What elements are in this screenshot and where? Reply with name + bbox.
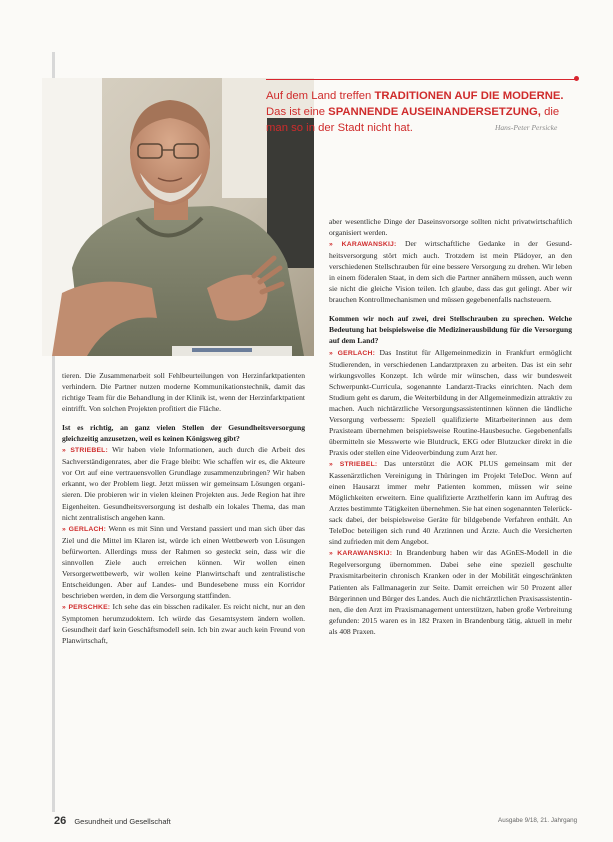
paragraph: » PERSCHKE: Ich sehe das ein bisschen radikaler. Es reicht nicht, nur an den Symptomen herumzudoktern. Ich würde das Gesamtsystem ändern wollen. Gesundheit darf kein Geschäftsmodell sein. Ich bin zwar auch kein Freund von Planwirtschaft, bbox=[62, 601, 305, 646]
paragraph: » GERLACH: Das Institut für Allgemeinmedizin in Frankfurt ermöglicht Studierenden, in verschiedenen Landarztpraxen zu arbeiten. Das ist ein sehr wirkungsvolles Konzept. Ich würde mir wünschen, dass wir bundesweit Schwerpunkt-Curricula, sogenannte Landarzt-Tracks einrichten. Nach dem Studium geht es darum, die Weiterbildung in der Allgemeinmedizin attraktiv zu machen. Auch nichtärztliche Versorgungsassistentinnen können die ländliche Versorgung verbessern: Speziell qualifizierte Mitarbeiterinnen aus dem Praxisteam übernehmen beispielsweise Routine-Hausbesuche. Gegebenenfalls übermitteln sie Messwerte wie Blutdruck, EKG oder Blutzucker direkt in die Praxis oder stellen eine Videoverbindung zum Arzt her. bbox=[329, 347, 572, 457]
quote-author: Hans-Peter Persicke bbox=[495, 123, 558, 132]
issue-info: Ausgabe 9/18, 21. Jahrgang bbox=[498, 817, 578, 824]
speaker-label: » STRIEBEL: bbox=[329, 460, 378, 468]
article-column-right bbox=[329, 216, 572, 810]
interview-question: Ist es richtig, an ganz vielen Stellen der Gesundheitsversorgung gleichzeitig anzusetzen, weil es keinen Königsweg gibt? bbox=[62, 423, 305, 444]
speaker-label: » GERLACH: bbox=[329, 349, 376, 357]
paragraph: » KARAWANSKIJ: In Brandenburg haben wir das AGnES-Modell in die Regelversorgung übernommen. Dabei sehe eine speziell geschulte Praxismitarbeiterin chronisch Kranken oder in der Mobilität eingeschränkten Patienten als Fallmanagerin zur Seite. Damit erreichen wir 50 Prozent aller Bürgerinnen und Bürger des Landes. Auch die nichtärztlichen Praxisassistentinnen, die den Arzt im Praxismanagement unterstützen, haben große Verbreitung gefunden: 2015 waren es in 182 Praxen in Brandenburg tätig, aktuell in mehr als 408 Praxen. bbox=[329, 548, 572, 636]
speaker-label: » KARAWANSKIJ: bbox=[329, 241, 397, 249]
page-number: 26 bbox=[54, 815, 67, 827]
paragraph: » GERLACH: Wenn es mit Sinn und Verstand passiert und man sich über das Ziel und die Mittel im Klaren ist, würde ich einen Wettbewerb von Lösungen befürworten. Allerdings muss der Rahmen so gesteckt sein, dass wir die sinnvollen Ziele auch erreichen können. Wir wollen einen Versorgerwettbewerb, wir wollen keine Planwirtschaft und zentralistische Entscheidungen. Aber auf Landes- und Bundesebene muss ein Korridor beschrieben werden, in dem die Versorgung stattfinden. bbox=[62, 523, 305, 600]
paragraph: » KARAWANSKIJ: Der wirtschaftliche Gedanke in der Gesundheitsversorgung stört mich auch. Trotzdem ist mein Plädoyer, an den verschiedenen Stellschrauben für eine bessere Versorgung zu drehen. Wir leben in einem föderalen Staat, in dem sich die Partner annähern müssen, auch wenn sie nicht die gleiche Vision teilen. Ich glaube, dass das gut gelingt. Aber wir brauchen Kontrollmechanismen und müssen gegebenenfalls nachsteuern. bbox=[329, 239, 572, 305]
quote-rule-dot bbox=[574, 76, 579, 81]
quote-rule bbox=[266, 79, 576, 80]
paragraph: » STRIEBEL: Wir haben viele Informationen, auch durch die Arbeit des Sachverständigenrates, aber die Frage bleibt: Wie schaffen wir es, die Akteure vor Ort auf eine vertrauensvollen Grundlage zusammenzubringen? Wir haben erkannt, wo der Problem liegt. Jetzt müssen wir gemeinsam Lösungen organisieren. Die probieren wir in vielen kleinen Projekten aus. Jede Region hat ihre Eigenheiten. Gesundheitsversorgung ist deshalb ein lokales Thema, das man nicht zentralistisch angehen kann. bbox=[62, 445, 305, 522]
speaker-label: » STRIEBEL: bbox=[62, 447, 108, 455]
interview-question: Kommen wir noch auf zwei, drei Stellschrauben zu sprechen. Welche Bedeutung hat beispielsweise die Medizinerausbildung für die Versorgung auf dem Land? bbox=[329, 314, 572, 346]
page-footer bbox=[54, 815, 171, 827]
speaker-label: » KARAWANSKIJ: bbox=[329, 550, 393, 558]
magazine-section: Gesundheit und Gesellschaft bbox=[74, 817, 171, 826]
paragraph: tieren. Die Zusammenarbeit soll Fehlbeurteilungen von Herzinfarktpatienten verhindern. Die Partner nutzen moderne Kommunikationstechnik, damit das richtige Team für die Behandlung in der Klinik ist, wenn der Herzinfarktpatient eintrifft. Von solchen Projekten profitiert die Fläche. bbox=[62, 371, 305, 414]
article-column-left bbox=[62, 370, 305, 800]
speaker-label: » PERSCHKE: bbox=[62, 603, 111, 611]
speaker-label: » GERLACH: bbox=[62, 525, 107, 533]
pull-quote-text: Auf dem Land treffen TRADITIONEN AUF DIE MODERNE. Das ist eine SPANNENDE AUSEINANDERSETZUNG, die man so in der Stadt nicht hat. bbox=[266, 90, 564, 134]
paragraph: aber wesentliche Dinge der Daseinsvorsorge sollten nicht privatwirtschaftlich organisiert werden. bbox=[329, 217, 572, 238]
pull-quote bbox=[266, 82, 576, 136]
paragraph: » STRIEBEL: Das unterstützt die AOK PLUS gemeinsam mit der Kassenärztlichen Vereinigung in Thüringen im Projekt TeleDoc. Wenn auf einen Hausarzt immer mehr Patienten kommen, müssen wir seine Möglichkeiten erweitern. Eine qualifizierte Arzthelferin kann im Auftrag des Arztes bestimmte Tätigkeiten übernehmen. Sie hat einen sogenannten Telerücksack dabei, der beispielsweise Geräte für bildgebende Verfahren enthält. An TeleDoc beteiligen sich rund 40 Ärztinnen und Ärzte. Auch die Versicherten sind zufrieden mit dem Angebot. bbox=[329, 458, 572, 547]
